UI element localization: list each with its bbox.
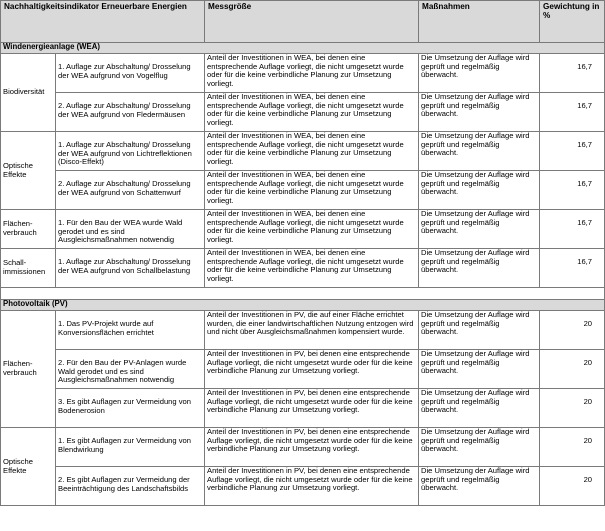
indicator-cell: 3. Es gibt Auflagen zur Vermeidung von Bodenerosion bbox=[56, 389, 205, 428]
indicator-cell: 2. Für den Bau der PV-Anlagen wurde Wald gerodet und es sind Ausgleichsmaßnahmen notwendig bbox=[56, 350, 205, 389]
category-cell: Optische Effekte bbox=[1, 132, 56, 210]
category-cell: Flächen-verbrauch bbox=[1, 311, 56, 428]
metric-cell: Anteil der Investitionen in WEA, bei denen eine entsprechende Auflage vorliegt, die nicht umgesetzt wurde oder für die keine verbindliche Planung zur Umsetzung vorliegt. bbox=[205, 171, 419, 210]
metric-cell: Anteil der Investitionen in PV, bei denen eine entsprechende Auflage vorliegt, die nicht umgesetzt wurde oder für die keine verbindliche Planung zur Umsetzung vorliegt. bbox=[205, 467, 419, 506]
indicator-cell: 1. Auflage zur Abschaltung/ Drosselung der WEA aufgrund von Schallbelastung bbox=[56, 249, 205, 288]
section-row bbox=[1, 300, 605, 311]
category-cell: Schall-immissionen bbox=[1, 249, 56, 288]
measures-cell: Die Umsetzung der Auflage wird geprüft und regelmäßig überwacht. bbox=[419, 210, 540, 249]
weight-cell: 16,7 bbox=[540, 210, 605, 249]
weight-cell: 20 bbox=[540, 467, 605, 506]
indicator-cell: 2. Auflage zur Abschaltung/ Drosselung der WEA aufgrund von Schattenwurf bbox=[56, 171, 205, 210]
metric-cell: Anteil der Investitionen in PV, bei denen eine entsprechende Auflage vorliegt, die nicht umgesetzt wurde oder für die keine verbindliche Planung zur Umsetzung vorliegt. bbox=[205, 389, 419, 428]
table-row bbox=[1, 132, 605, 171]
section-title: Photovoltaik (PV) bbox=[1, 300, 605, 311]
weight-cell: 16,7 bbox=[540, 93, 605, 132]
weight-cell: 16,7 bbox=[540, 171, 605, 210]
metric-cell: Anteil der Investitionen in WEA, bei denen eine entsprechende Auflage vorliegt, die nicht umgesetzt wurde oder für die keine verbindliche Planung zur Umsetzung vorliegt. bbox=[205, 210, 419, 249]
section-spacer-cell bbox=[1, 288, 605, 300]
header-metric: Messgröße bbox=[205, 1, 419, 43]
table-row bbox=[1, 467, 605, 506]
indicator-cell: 1. Es gibt Auflagen zur Vermeidung von Blendwirkung bbox=[56, 428, 205, 467]
header-indicator: Nachhaltigkeitsindikator Erneuerbare Energien bbox=[1, 1, 205, 43]
table-row bbox=[1, 389, 605, 428]
measures-cell: Die Umsetzung der Auflage wird geprüft und regelmäßig überwacht. bbox=[419, 311, 540, 350]
metric-cell: Anteil der Investitionen in PV, bei denen eine entsprechende Auflage vorliegt, die nicht umgesetzt wurde oder für die keine verbindliche Planung zur Umsetzung vorliegt. bbox=[205, 428, 419, 467]
section-spacer bbox=[1, 288, 605, 300]
table-body bbox=[1, 43, 605, 506]
metric-cell: Anteil der Investitionen in PV, die auf einer Fläche errichtet wurden, die einer landwirtschaftlichen Nutzung entzogen wird und nicht über Ausgleichsmaßnahmen kompensiert wurde. bbox=[205, 311, 419, 350]
weight-cell: 16,7 bbox=[540, 249, 605, 288]
header-measures: Maßnahmen bbox=[419, 1, 540, 43]
weight-cell: 20 bbox=[540, 350, 605, 389]
weight-cell: 16,7 bbox=[540, 54, 605, 93]
metric-cell: Anteil der Investitionen in WEA, bei denen eine entsprechende Auflage vorliegt, die nicht umgesetzt wurde oder für die keine verbindliche Planung zur Umsetzung vorliegt. bbox=[205, 54, 419, 93]
measures-cell: Die Umsetzung der Auflage wird geprüft und regelmäßig überwacht. bbox=[419, 467, 540, 506]
measures-cell: Die Umsetzung der Auflage wird geprüft und regelmäßig überwacht. bbox=[419, 93, 540, 132]
table-row bbox=[1, 93, 605, 132]
weight-cell: 20 bbox=[540, 428, 605, 467]
weight-cell: 20 bbox=[540, 311, 605, 350]
indicator-cell: 1. Für den Bau der WEA wurde Wald gerodet und es sind Ausgleichsmaßnahmen notwendig bbox=[56, 210, 205, 249]
table-row bbox=[1, 311, 605, 350]
measures-cell: Die Umsetzung der Auflage wird geprüft und regelmäßig überwacht. bbox=[419, 171, 540, 210]
weight-cell: 16,7 bbox=[540, 132, 605, 171]
header-weight: Gewichtung in % bbox=[540, 1, 605, 43]
category-cell: Optische Effekte bbox=[1, 428, 56, 506]
indicator-cell: 2. Es gibt Auflagen zur Vermeidung der Beeinträchtigung des Landschaftsbilds bbox=[56, 467, 205, 506]
measures-cell: Die Umsetzung der Auflage wird geprüft und regelmäßig überwacht. bbox=[419, 350, 540, 389]
measures-cell: Die Umsetzung der Auflage wird geprüft und regelmäßig überwacht. bbox=[419, 428, 540, 467]
measures-cell: Die Umsetzung der Auflage wird geprüft und regelmäßig überwacht. bbox=[419, 249, 540, 288]
indicator-cell: 1. Auflage zur Abschaltung/ Drosselung der WEA aufgrund von Lichtreflektionen (Disco-Effekt) bbox=[56, 132, 205, 171]
indicator-cell: 2. Auflage zur Abschaltung/ Drosselung der WEA aufgrund von Fledermäusen bbox=[56, 93, 205, 132]
measures-cell: Die Umsetzung der Auflage wird geprüft und regelmäßig überwacht. bbox=[419, 132, 540, 171]
measures-cell: Die Umsetzung der Auflage wird geprüft und regelmäßig überwacht. bbox=[419, 389, 540, 428]
metric-cell: Anteil der Investitionen in PV, bei denen eine entsprechende Auflage vorliegt, die nicht umgesetzt wurde oder für die keine verbindliche Planung zur Umsetzung vorliegt. bbox=[205, 350, 419, 389]
section-row bbox=[1, 43, 605, 54]
section-title: Windenergieanlage (WEA) bbox=[1, 43, 605, 54]
table-row bbox=[1, 210, 605, 249]
table-row bbox=[1, 350, 605, 389]
table-header bbox=[1, 1, 605, 43]
table-row bbox=[1, 171, 605, 210]
measures-cell: Die Umsetzung der Auflage wird geprüft und regelmäßig überwacht. bbox=[419, 54, 540, 93]
weight-cell: 20 bbox=[540, 389, 605, 428]
header-row bbox=[1, 1, 605, 43]
table-row bbox=[1, 249, 605, 288]
indicator-cell: 1. Das PV-Projekt wurde auf Konversionsflächen errichtet bbox=[56, 311, 205, 350]
category-cell: Biodiversität bbox=[1, 54, 56, 132]
metric-cell: Anteil der Investitionen in WEA, bei denen eine entsprechende Auflage vorliegt, die nicht umgesetzt wurde oder für die keine verbindliche Planung zur Umsetzung vorliegt. bbox=[205, 93, 419, 132]
metric-cell: Anteil der Investitionen in WEA, bei denen eine entsprechende Auflage vorliegt, die nicht umgesetzt wurde oder für die keine verbindliche Planung zur Umsetzung vorliegt. bbox=[205, 132, 419, 171]
table-row bbox=[1, 54, 605, 93]
metric-cell: Anteil der Investitionen in WEA, bei denen eine entsprechende Auflage vorliegt, die nicht umgesetzt wurde oder für die keine verbindliche Planung zur Umsetzung vorliegt. bbox=[205, 249, 419, 288]
indicator-cell: 1. Auflage zur Abschaltung/ Drosselung der WEA aufgrund von Vogelflug bbox=[56, 54, 205, 93]
table-row bbox=[1, 428, 605, 467]
category-cell: Flächen-verbrauch bbox=[1, 210, 56, 249]
